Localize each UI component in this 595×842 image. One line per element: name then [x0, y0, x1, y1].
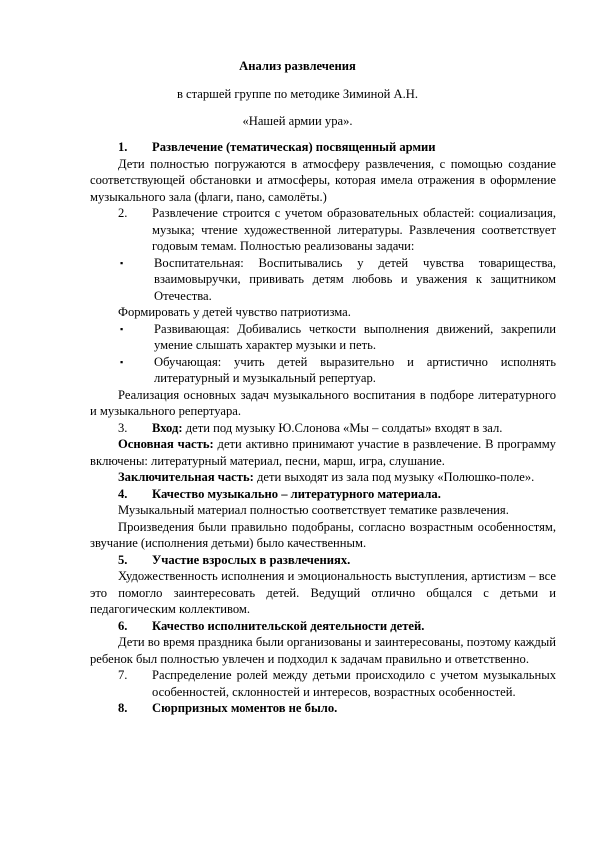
entry-text: дети под музыку Ю.Слонова «Мы – солдаты» входят в зал.: [185, 420, 503, 435]
bullet-icon: ▪: [120, 356, 124, 367]
final-part-label: Заключительная часть:: [118, 470, 254, 484]
bullet-item: [90, 354, 556, 387]
section-2: [90, 205, 556, 255]
entry-label: Вход:: [152, 420, 183, 435]
section-title: Сюрпризных моментов не было.: [152, 701, 338, 715]
section-title: Качество исполнительской деятельности детей.: [152, 618, 425, 633]
section-number: 4.: [118, 486, 128, 501]
main-part-label: Основная часть:: [118, 437, 214, 451]
section-2-text: Развлечение строится с учетом образовательных областей: социализация, музыка; чтение художественной литературы. Развлечения соответствует годовым темам. Полностью реализованы задачи:: [152, 206, 556, 253]
final-part-text: дети выходят из зала под музыку «Полюшко-поле».: [256, 470, 535, 484]
section-number: 3.: [118, 420, 128, 435]
main-part-text: дети активно принимают участие в развлечение. В программу включены: литературный материал, песни, марш, игра, слушание.: [90, 437, 556, 468]
bullet-item: [90, 255, 556, 305]
section-number: 8.: [118, 701, 128, 715]
paragraph: Дети во время праздника были организованы и заинтересованы, поэтому каждый ребенок был полностью увлечен и подходил к задачам правильно и ответственно.: [90, 635, 556, 666]
section-title: Развлечение (тематическая) посвященный армии: [152, 140, 436, 154]
section-title: Участие взрослых в развлечениях.: [152, 552, 351, 567]
bullet-icon: ▪: [120, 257, 124, 268]
bullet-text: Обучающая: учить детей выразительно и артистично исполнять литературный и музыкальный репертуар.: [154, 354, 556, 385]
section-3: [90, 420, 556, 437]
final-part-paragraph: [90, 469, 556, 486]
bullet-item: [90, 321, 556, 354]
paragraph: Произведения были правильно подобраны, согласно возрастным особенностям, звучание (исполнения детьми) было качественным.: [90, 519, 556, 550]
bullet-icon: ▪: [120, 323, 124, 334]
section-number: 1.: [118, 140, 128, 154]
section-7: [90, 667, 556, 700]
doc-body: [90, 139, 556, 717]
section-number: 6.: [118, 618, 128, 633]
section-number: 5.: [118, 552, 128, 567]
paragraph: Реализация основных задач музыкального воспитания в подборе литературного и музыкального репертуара.: [90, 387, 556, 418]
main-part-paragraph: [90, 436, 556, 469]
section-title: Качество музыкально – литературного материала.: [152, 486, 441, 501]
section-3-text: [152, 420, 556, 437]
section-1-text: Дети полностью погружаются в атмосферу развлечения, с помощью создание соответствующей обстановки и атмосферы, которая имела отражения в оформление музыкального зала (флаги, пано, самолёты.): [90, 156, 556, 204]
section-4-heading: [90, 486, 556, 503]
doc-subtitle: в старшей группе по методике Зиминой А.Н.: [176, 87, 419, 101]
section-7-text: Распределение ролей между детьми происходило с учетом музыкальных особенностей, склонностей и интересов, возрастных особенностей.: [152, 668, 556, 699]
section-1-heading: [90, 139, 556, 156]
doc-title: Анализ развлечения: [239, 59, 356, 73]
section-6-heading: [90, 618, 556, 635]
paragraph: Музыкальный материал полностью соответствует тематике развлечения.: [118, 503, 509, 517]
bullet-text: Воспитательная: Воспитывались у детей чувства товарищества, взаимовыручки, прививать детям любовь и уважения к защитником Отечества.: [154, 255, 556, 303]
section-number: 7.: [118, 668, 128, 682]
section-number: 2.: [118, 206, 128, 220]
bullet-text: Развивающая: Добивались четкости выполнения движений, закрепили умение слышать характер музыки и петь.: [154, 321, 556, 352]
paragraph: Художественность исполнения и эмоциональность выступления, артистизм – все это помогло заинтересовать детей. Ведущий отлично общался с детьми и педагогическим коллективом.: [90, 569, 556, 616]
paragraph: Формировать у детей чувство патриотизма.: [118, 305, 351, 319]
section-8-heading: [90, 700, 556, 717]
section-5-heading: [90, 552, 556, 569]
doc-event-name: «Нашей армии ура».: [242, 114, 353, 128]
